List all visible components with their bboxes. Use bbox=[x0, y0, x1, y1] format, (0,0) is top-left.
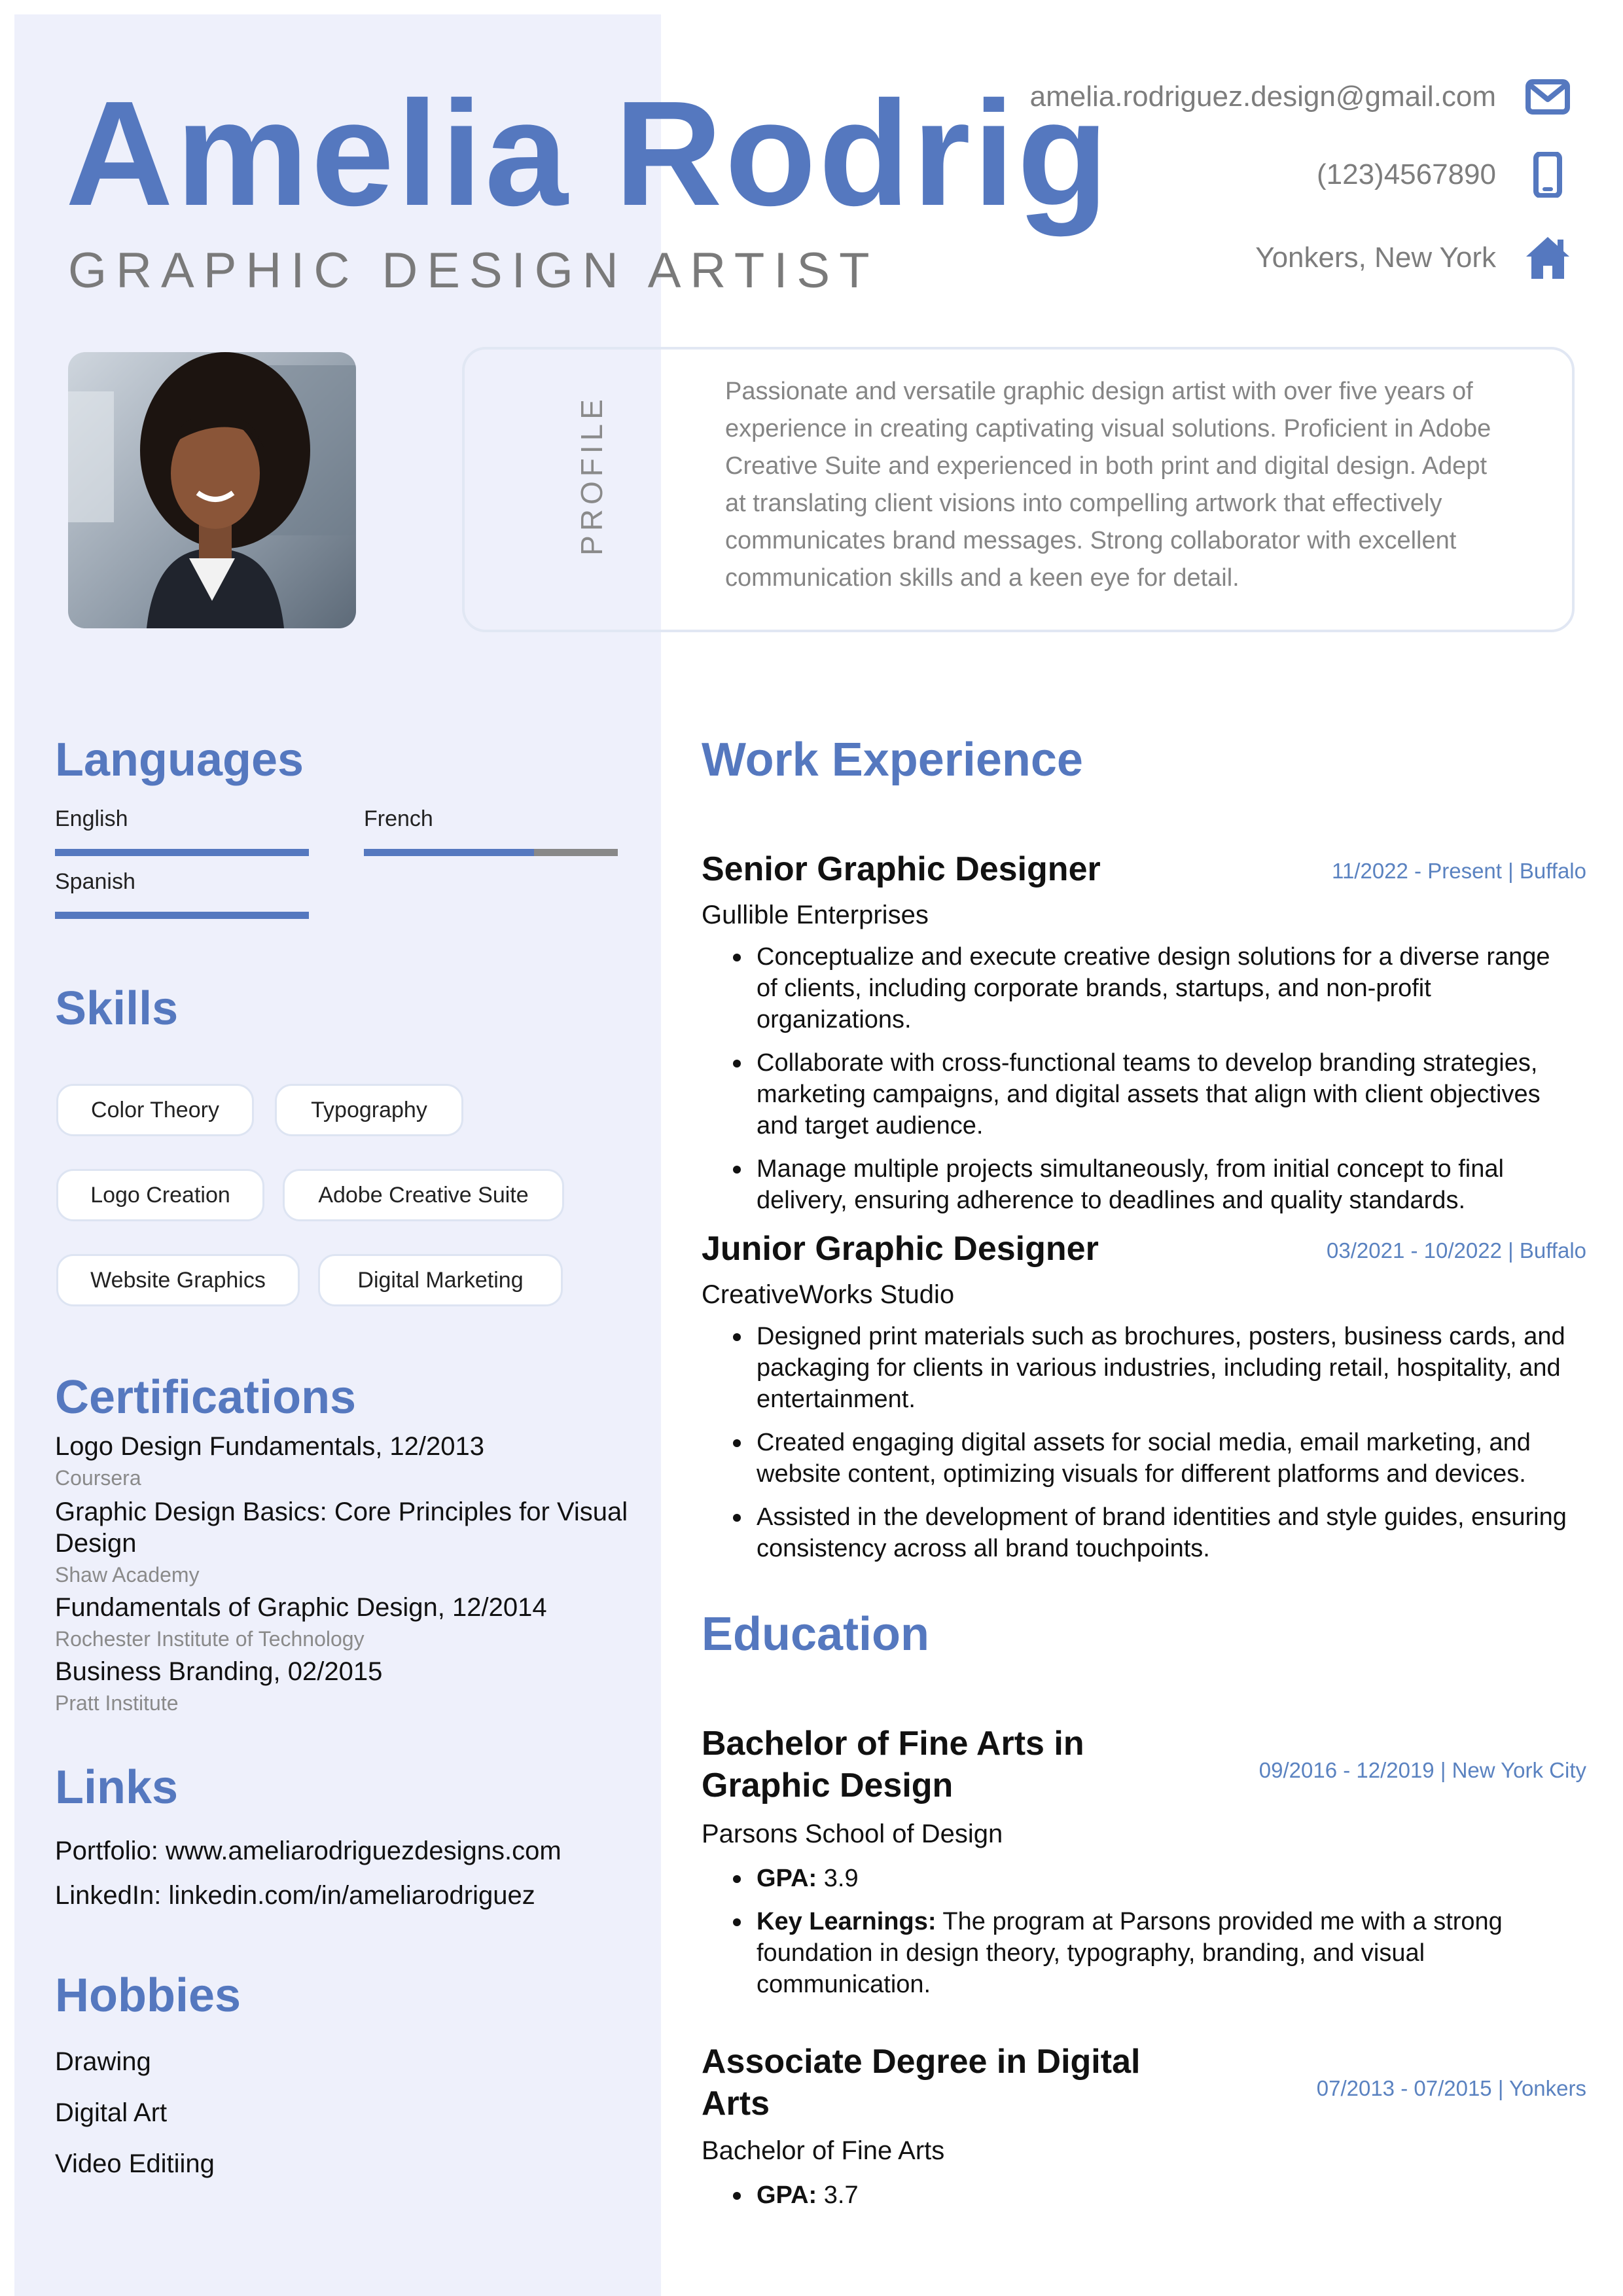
certification-item bbox=[55, 1656, 631, 1715]
profile-label: PROFILE bbox=[575, 395, 609, 556]
location-text: Yonkers, New York bbox=[1255, 242, 1496, 274]
language-bar-fill bbox=[55, 849, 309, 856]
candidate-name: Amelia Rodrig bbox=[65, 71, 1111, 237]
links-heading: Links bbox=[55, 1761, 179, 1814]
skill-tag: Website Graphics bbox=[56, 1254, 300, 1306]
job-title: Senior Graphic Designer bbox=[702, 850, 1101, 888]
hobby-item: Video Editiing bbox=[55, 2149, 215, 2178]
education-dates-location: 07/2013 - 07/2015 | Yonkers bbox=[1316, 2076, 1586, 2100]
hobbies-heading: Hobbies bbox=[55, 1969, 241, 2022]
certification-institution: Shaw Academy bbox=[55, 1563, 200, 1587]
learnings-label: Key Learnings: bbox=[757, 1908, 936, 1935]
envelope-icon bbox=[1525, 79, 1571, 115]
skills-heading: Skills bbox=[55, 982, 179, 1035]
home-icon bbox=[1525, 236, 1571, 280]
language-bar bbox=[364, 849, 618, 856]
bullet-item bbox=[725, 1906, 1576, 2000]
bullet-item: Manage multiple projects simultaneously, from initial concept to final delivery, ensuring adherence to deadlines and quality standards. bbox=[725, 1153, 1576, 1216]
certification-institution: Rochester Institute of Technology bbox=[55, 1627, 365, 1651]
gpa-label: GPA: bbox=[757, 2181, 817, 2209]
language-name: English bbox=[55, 806, 128, 831]
certification-item bbox=[55, 1496, 631, 1587]
certification-item bbox=[55, 1431, 631, 1490]
work-experience-heading: Work Experience bbox=[702, 734, 1083, 786]
certification-institution: Pratt Institute bbox=[55, 1691, 179, 1715]
skill-tag: Typography bbox=[275, 1084, 463, 1136]
certification-title: Logo Design Fundamentals, 12/2013 bbox=[55, 1432, 485, 1461]
skill-tag: Logo Creation bbox=[56, 1169, 264, 1221]
skill-tag: Digital Marketing bbox=[318, 1254, 563, 1306]
contact-email[interactable] bbox=[1030, 79, 1571, 115]
certification-item bbox=[55, 1592, 631, 1651]
language-bar-fill bbox=[55, 912, 309, 919]
degree-title-line: Graphic Design bbox=[702, 1767, 954, 1804]
education-bullets bbox=[725, 1863, 1576, 2012]
job-bullets bbox=[725, 1321, 1576, 1576]
education-dates-location: 09/2016 - 12/2019 | New York City bbox=[1258, 1758, 1586, 1782]
learnings-text: The program at Parsons provided me with a strong foundation in design theory, typography, branding, and visual communication. bbox=[757, 1908, 1503, 1998]
bullet-item: Assisted in the development of brand identities and style guides, ensuring consistency across all brand touchpoints. bbox=[725, 1501, 1576, 1564]
linkedin-link[interactable]: LinkedIn: linkedin.com/in/ameliarodriguez bbox=[55, 1881, 535, 1910]
certification-title: Business Branding, 02/2015 bbox=[55, 1657, 383, 1686]
job-dates-location: 03/2021 - 10/2022 | Buffalo bbox=[1327, 1238, 1586, 1263]
language-name: Spanish bbox=[55, 869, 135, 894]
bullet-item: Collaborate with cross-functional teams to develop branding strategies, marketing campaigns, and digital assets that align with client objectives and target audience. bbox=[725, 1047, 1576, 1141]
bullet-item bbox=[725, 2179, 1576, 2211]
degree-title-line: Bachelor of Fine Arts in bbox=[702, 1725, 1084, 1763]
education-heading: Education bbox=[702, 1608, 930, 1660]
contact-location bbox=[1255, 236, 1571, 280]
degree-title-line: Associate Degree in Digital bbox=[702, 2043, 1141, 2081]
mobile-phone-icon bbox=[1525, 152, 1571, 198]
job-title: Junior Graphic Designer bbox=[702, 1230, 1099, 1268]
job-bullets bbox=[725, 941, 1576, 1228]
job-company: CreativeWorks Studio bbox=[702, 1280, 955, 1309]
hobby-item: Digital Art bbox=[55, 2098, 168, 2127]
bullet-item: Conceptualize and execute creative design solutions for a diverse range of clients, including corporate brands, startups, and non-profit organizations. bbox=[725, 941, 1576, 1035]
bullet-item bbox=[725, 1863, 1576, 1894]
language-item bbox=[55, 806, 309, 856]
job-dates-location: 11/2022 - Present | Buffalo bbox=[1332, 859, 1586, 883]
school-name: Bachelor of Fine Arts bbox=[702, 2136, 945, 2165]
gpa-value: 3.9 bbox=[823, 1865, 859, 1892]
degree-title bbox=[702, 1723, 1084, 1806]
language-name: French bbox=[364, 806, 433, 831]
profile-summary: Passionate and versatile graphic design artist with over five years of experience in creating captivating visual solutions. Proficient in Adobe Creative Suite and experienced in both print and digital design. Adept at translating client visions into compelling artwork that effectively communicates brand messages. Strong collaborator with excellent communication skills and a keen eye for detail. bbox=[725, 378, 1491, 592]
portfolio-link[interactable]: Portfolio: www.ameliarodriguezdesigns.com bbox=[55, 1837, 562, 1865]
profile-photo bbox=[68, 352, 356, 628]
contact-phone[interactable] bbox=[1317, 152, 1571, 198]
certification-title: Graphic Design Basics: Core Principles for Visual Design bbox=[55, 1498, 628, 1558]
education-bullets bbox=[725, 2179, 1576, 2223]
language-bar-fill bbox=[364, 849, 534, 856]
phone-text[interactable]: (123)4567890 bbox=[1316, 158, 1496, 190]
language-item bbox=[55, 869, 309, 919]
email-text[interactable]: amelia.rodriguez.design@gmail.com bbox=[1029, 81, 1496, 113]
gpa-value: 3.7 bbox=[823, 2181, 859, 2209]
candidate-role: GRAPHIC DESIGN ARTIST bbox=[68, 243, 879, 298]
certification-institution: Coursera bbox=[55, 1466, 141, 1490]
skill-tag: Color Theory bbox=[56, 1084, 254, 1136]
job-company: Gullible Enterprises bbox=[702, 901, 929, 929]
school-name: Parsons School of Design bbox=[702, 1820, 1003, 1848]
bullet-item: Created engaging digital assets for social media, email marketing, and website content, optimizing visuals for different platforms and devices. bbox=[725, 1427, 1576, 1490]
bullet-item: Designed print materials such as brochures, posters, business cards, and packaging for clients in various industries, including retail, hospitality, and entertainment. bbox=[725, 1321, 1576, 1415]
certifications-heading: Certifications bbox=[55, 1371, 357, 1424]
skill-tag: Adobe Creative Suite bbox=[283, 1169, 564, 1221]
hobby-item: Drawing bbox=[55, 2047, 151, 2076]
gpa-label: GPA: bbox=[757, 1865, 817, 1892]
language-item bbox=[364, 806, 618, 856]
language-bar bbox=[55, 912, 309, 919]
degree-title bbox=[702, 2041, 1140, 2125]
language-bar bbox=[55, 849, 309, 856]
certification-title: Fundamentals of Graphic Design, 12/2014 bbox=[55, 1593, 547, 1622]
degree-title-line: Arts bbox=[702, 2085, 770, 2123]
languages-heading: Languages bbox=[55, 734, 304, 786]
